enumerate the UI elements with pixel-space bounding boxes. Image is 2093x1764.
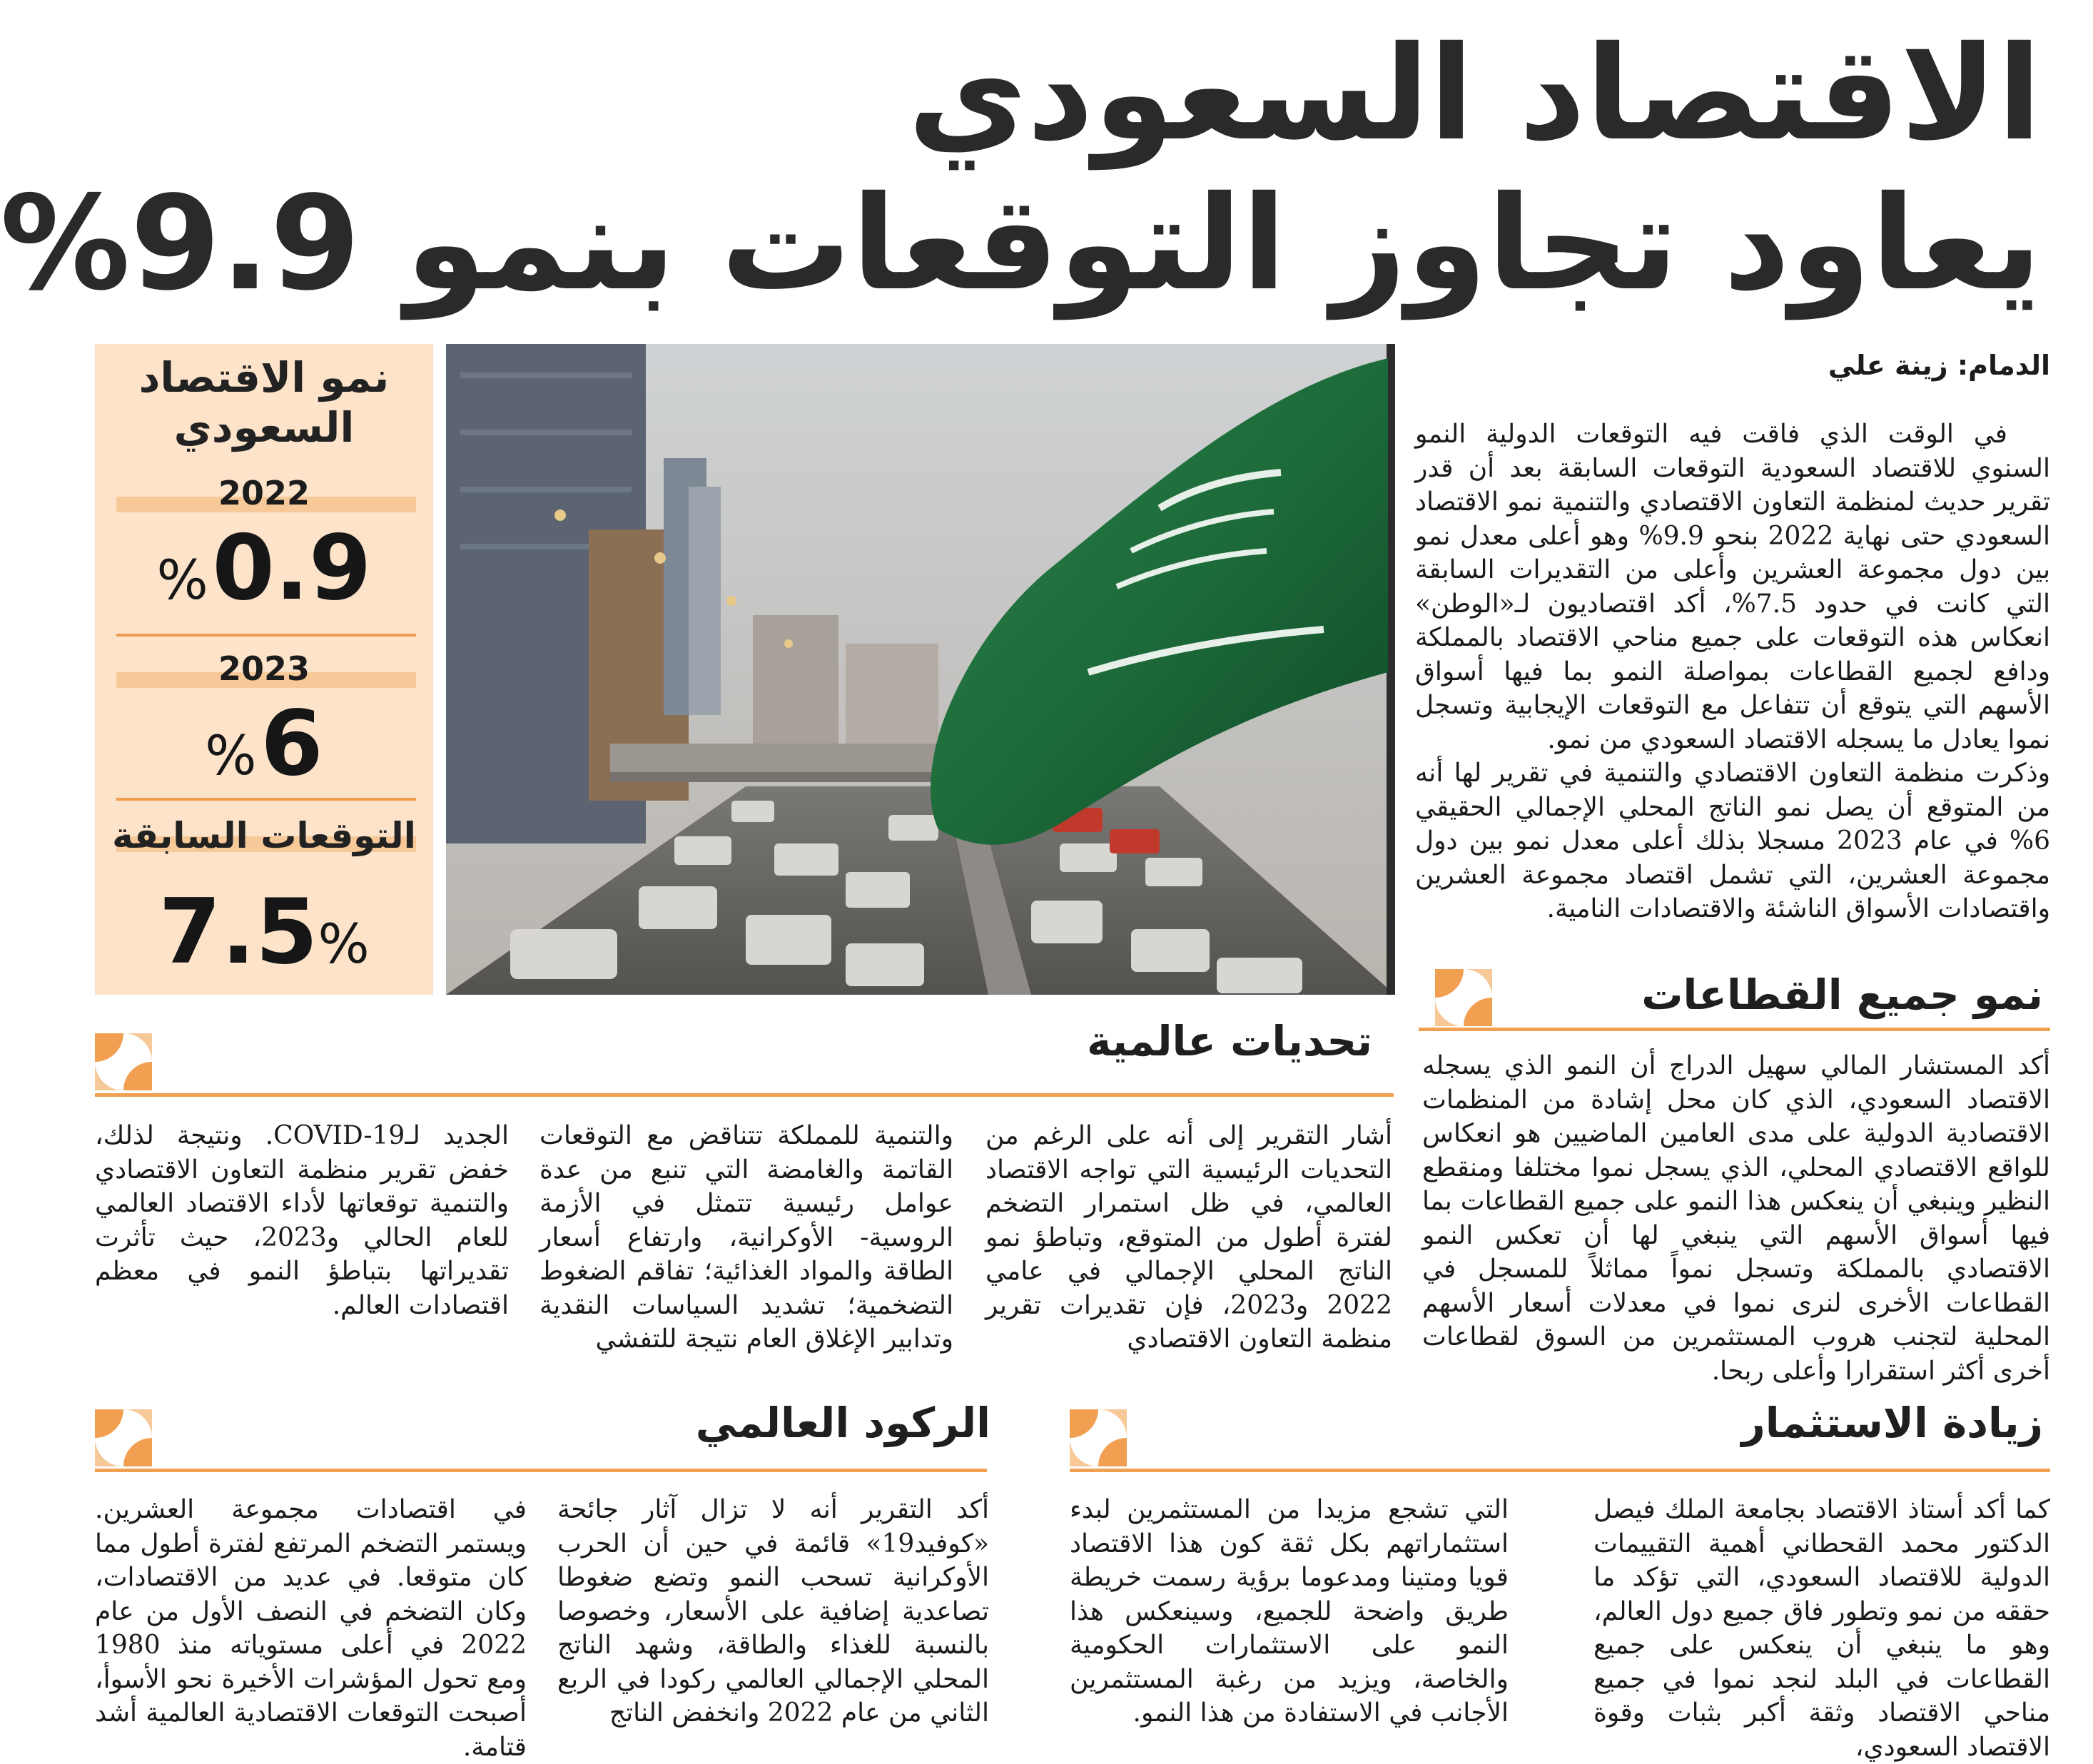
headline-line1: الاقتصاد السعودي — [908, 18, 2042, 169]
section-emblem-icon — [95, 1409, 152, 1466]
sidebar-title — [95, 353, 433, 452]
headline-line2: يعاود تجاوز التوقعات بنمو 9.9% — [0, 168, 2042, 319]
challenges-col2: والتنمية للمملكة تتناقض مع التوقعات القاتمة والغامضة التي تنبع من عدة عوامل رئيسية تتمثل في الأزمة الروسية- الأوكرانية، وارتفاع أسعار الطاقة والمواد الغذائية؛ تفاقم الضغوط التضخمية؛ تشديد السياسات النقدية وتدابير الإغلاق العام نتيجة للتفشي — [539, 1121, 953, 1354]
value-2022: 0.9 % — [156, 515, 372, 620]
year-2023: 2023 — [218, 649, 310, 688]
recession-col2: في اقتصادات مجموعة العشرين. ويستمر التضخم المرتفع لفترة أطول مما كان متوقعا. في عديد من الاقتصادات، وكان التضخم في النصف الأول من عام 2022 في أعلى مستوياته منذ 1980 ومع تحول المؤشرات الأخيرة نحو الأسوأ، أصبحت التوقعات الاقتصادية العالمية أشد قتامة. — [95, 1495, 527, 1762]
recession-col1: أكد التقرير أنه لا تزال آثار جائحة «كوفيد19» قائمة في حين أن الحرب الأوكرانية تسحب النمو وتضع ضغوطا تصاعدية إضافية على الأسعار، وخصوصا بالنسبة للغذاء والطاقة، وشهد الناتج المحلي الإجمالي العالمي ركودا في الربع الثاني من عام 2022 وانخفض الناتج — [557, 1495, 989, 1728]
intro-paragraph-2: وذكرت منظمة التعاون الاقتصادي والتنمية في تقرير لها أنه من المتوقع أن يصل نمو الناتج المحلي الإجمالي الحقيقي 6% في عام 2023 مسجلا بذلك أعلى معدل نمو بين دول مجموعة العشرين، التي تشمل اقتصاد مجموعة العشرين واقتصادات الأسواق الناشئة والاقتصادات النامية. — [1415, 759, 2050, 923]
section-emblem-icon — [1435, 969, 1492, 1026]
investment-col1: كما أكد أستاذ الاقتصاد بجامعة الملك فيصل الدكتور محمد القحطاني أهمية التقييمات الدولية للاقتصاد السعودي، التي تؤكد ما حققه من نمو وتطور فاق جميع دول العالم، وهو ما ينبغي أن ينعكس على جميع القطاعات في البلد لنجد نموا في جميع مناحي الاقتصاد وثقة أكبر بثبات وقوة الاقتصاد السعودي، — [1593, 1495, 2050, 1762]
section-title-recession: الركود العالمي — [695, 1399, 990, 1447]
section-emblem-icon — [95, 1033, 152, 1090]
section-rule — [1419, 1028, 2050, 1031]
sidebar-divider — [116, 798, 416, 801]
section-title-sectors: نمو جميع القطاعات — [1641, 970, 2043, 1019]
section-rule — [95, 1469, 987, 1472]
section-title-investment: زيادة الاستثمار — [1741, 1399, 2043, 1447]
growth-sidebar — [95, 344, 433, 995]
section-emblem-icon — [1070, 1409, 1127, 1466]
investment-col2: التي تشجع مزيدا من المستثمرين لبدء استثماراتهم بكل ثقة كون هذا الاقتصاد قويا ومتينا ومدعوما برؤية رسمت خريطة طريق واضحة للجميع، وسينعكس هذا النمو على الاستثمارات الحكومية والخاصة، ويزيد من رغبة المستثمرين الأجانب في الاستفادة من هذا النمو. — [1070, 1495, 1509, 1728]
sidebar-divider — [116, 634, 416, 637]
intro-text — [1415, 417, 2050, 924]
challenges-col3: الجديد لـCOVID-19. ونتيجة لذلك، خفض تقرير منظمة التعاون الاقتصادي والتنمية توقعاتها لأداء الاقتصاد العالمي للعام الحالي و2023، حيث تأثرت تقديراتها بتباطؤ النمو في معظم اقتصادات العالم. — [95, 1121, 510, 1320]
intro-paragraph-1: في الوقت الذي فاقت فيه التوقعات الدولية النمو السنوي للاقتصاد السعودية التوقعات السابقة بعد أن قدر تقرير حديث لمنظمة التعاون الاقتصادي والتنمية نمو الاقتصاد السعودي حتى نهاية 2022 بنحو 9.9% وهو أعلى معدل نمو بين دول مجموعة العشرين وأعلى من التقديرات السابقة التي كانت في حدود 7.5%، أكد اقتصاديون لـ«الوطن» انعكاس هذه التوقعات على جميع مناحي الاقتصاد بالمملكة ودافع لجميع القطاعات بمواصلة النمو بما فيها أسواق الأسهم التي يتوقع أن تتفاعل مع التوقعات الإيجابية وتسجل نموا يعادل ما يسجله الاقتصاد السعودي من نمو. — [1415, 420, 2051, 754]
year-2022: 2022 — [218, 474, 310, 512]
section-rule — [1070, 1469, 2050, 1472]
sectors-text: أكد المستشار المالي سهيل الدراج أن النمو الذي يسجله الاقتصاد السعودي، الذي كان محل إشادة من المنظمات الاقتصادية الدولية على مدى العامين الماضيين هو انعكاس للواقع الاقتصادي المحلي، الذي يسجل نموا مختلفا ومنقطع النظير وينبغي أن ينعكس هذا النمو على جميع القطاعات بما فيها أسواق الأسهم التي ينبغي لها أن تعكس النمو الاقتصادي بالمملكة وتسجل نمواً مماثلاً للمسجل في القطاعات الأخرى لنرى نموا في معدلات أسعار الأسهم المحلية لتجنب هروب المستثمرين من السوق لقطاعات أخرى أكثر استقرارا وأعلى ربحا. — [1422, 1051, 2050, 1386]
byline: الدمام: زينة علي — [1828, 350, 2050, 381]
sidebar-title-line2: السعودي — [173, 403, 355, 452]
section-title-challenges: تحديات عالمية — [1086, 1017, 1372, 1065]
previous-forecast-label: التوقعات السابقة — [112, 815, 416, 856]
value-previous: 7.5% — [158, 879, 370, 984]
value-2023: 6 % — [205, 691, 323, 796]
photo-saudi-flag-highway — [446, 344, 1395, 995]
sidebar-title-line1: نمو الاقتصاد — [138, 353, 390, 402]
section-rule — [95, 1093, 1394, 1097]
challenges-col1: أشار التقرير إلى أنه على الرغم من التحديات الرئيسية التي تواجه الاقتصاد العالمي، في ظل استمرار التضخم لفترة أطول من المتوقع، وتباطؤ نمو الناتج المحلي الإجمالي في عامي 2022 و2023، فإن تقديرات تقرير منظمة التعاون الاقتصادي — [985, 1121, 1392, 1354]
